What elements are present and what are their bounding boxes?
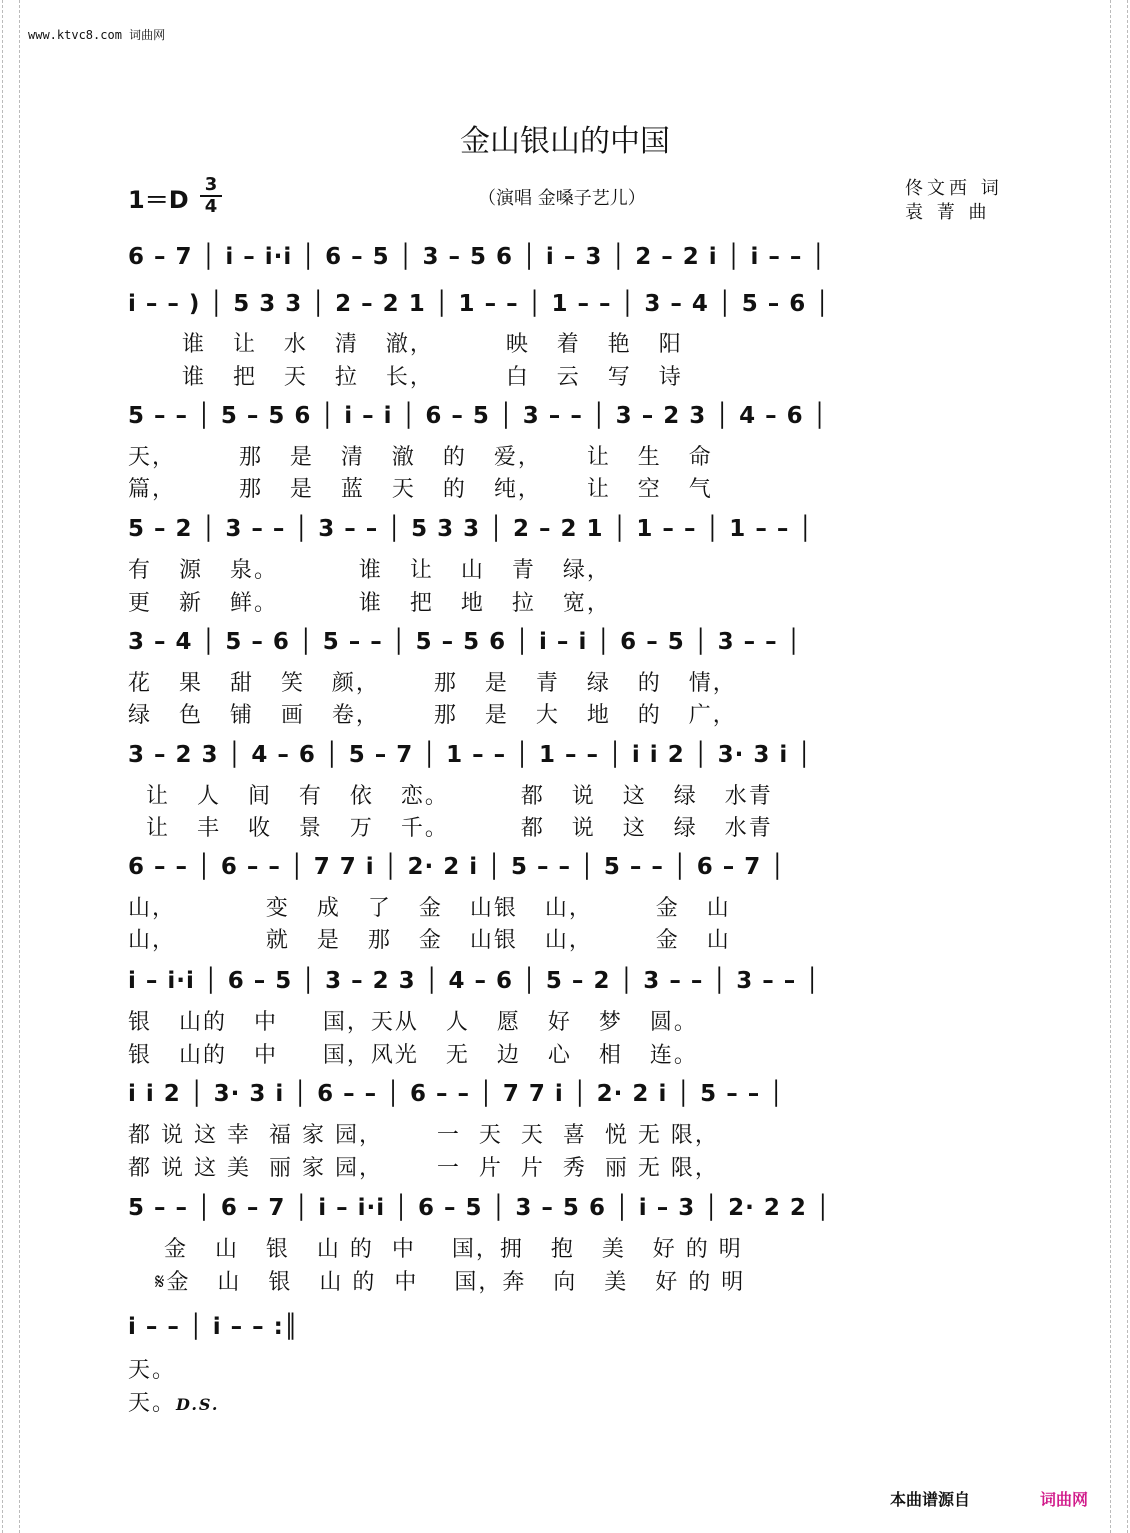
lyric-line-2-verse-1: 谁 让 水 清 澈， 映 着 艳 阳 (128, 332, 683, 357)
lyric-line-5-verse-1: 花 果 甜 笑 颜， 那 是 青 绿 的 情， (128, 671, 737, 696)
score-line-11: i – – │ i – – :║ (128, 1314, 299, 1340)
song-title: 金山银山的中国 (460, 124, 670, 159)
key-signature: 1＝D (128, 186, 189, 214)
score-line-2: i – – ) │ 5 3 3 │ 2 – 2 1 │ 1 – – │ 1 – – │ 3 – 4 │ 5 – 6 │ (128, 291, 831, 317)
score-line-10: 5 – – │ 6 – 7 │ i – i·i │ 6 – 5 │ 3 – 5 6 │ i – 3 │ 2· 2 2 │ (128, 1195, 831, 1221)
lyric-line-6-verse-1: 让 人 间 有 依 恋。 都 说 这 绿 水青 (128, 784, 773, 809)
lyricist-credit: 佟文西 词 (905, 178, 1003, 199)
ds-mark: D.S. (176, 1395, 220, 1414)
performer-credit: （演唱 金嗓子艺儿） (478, 188, 646, 209)
lyric-line-11-verse-2 (128, 1386, 1004, 1417)
lyric-line-7-verse-2: 山， 就 是 那 金 山银 山， 金 山 (128, 928, 731, 953)
lyric-line-7-verse-1: 山， 变 成 了 金 山银 山， 金 山 (128, 896, 731, 921)
lyric-line-11-verse-1: 天。 (128, 1358, 177, 1383)
lyric-line-2-verse-2: 谁 把 天 拉 长， 白 云 写 诗 (128, 365, 683, 390)
lyric-line-4-verse-1: 有 源 泉。 谁 让 山 青 绿， (128, 558, 611, 583)
lyric-line-8-verse-2: 银 山的 中 国，风光 无 边 心 相 连。 (128, 1043, 698, 1068)
site-url[interactable]: www.ktvc8.com 词曲网 (28, 28, 166, 42)
score-line-8: i – i·i │ 6 – 5 │ 3 – 2 3 │ 4 – 6 │ 5 – 2 │ 3 – – │ 3 – – │ (128, 968, 821, 994)
lyric-line-9-verse-1: 都 说 这 幸 福 家 园， 一 天 天 喜 悦 无 限， (128, 1123, 719, 1148)
time-top: 3 (204, 174, 218, 195)
score-line-5: 3 – 4 │ 5 – 6 │ 5 – – │ 5 – 5 6 │ i – i │ 6 – 5 │ 3 – – │ (128, 629, 802, 655)
lyric-last-word: 天。 (128, 1391, 177, 1416)
lyric-line-5-verse-2: 绿 色 铺 画 卷， 那 是 大 地 的 广， (128, 703, 737, 728)
lyric-line-4-verse-2: 更 新 鲜。 谁 把 地 拉 宽， (128, 591, 611, 616)
lyric-line-3-verse-1: 天， 那 是 清 澈 的 爱， 让 生 命 (128, 445, 713, 470)
score-line-3: 5 – – │ 5 – 5 6 │ i – i │ 6 – 5 │ 3 – – │ 3 – 2 3 │ 4 – 6 │ (128, 403, 828, 429)
score-line-6: 3 – 2 3 │ 4 – 6 │ 5 – 7 │ 1 – – │ 1 – – │ i i 2 │ 3· 3 i │ (128, 742, 813, 768)
time-signature (200, 176, 222, 216)
score-line-1: 6 – 7 │ i – i·i │ 6 – 5 │ 3 – 5 6 │ i – 3 │ 2 – 2 i │ i – – │ (128, 244, 827, 270)
footer-logo[interactable]: 词曲网 (1040, 1490, 1089, 1509)
right-margin-strip (1110, 0, 1128, 1533)
left-margin-strip (2, 0, 20, 1533)
lyric-line-6-verse-2: 让 丰 收 景 万 千。 都 说 这 绿 水青 (128, 816, 773, 841)
footer-source-text: 本曲谱源自 (890, 1490, 971, 1509)
score-line-7: 6 – – │ 6 – – │ 7 7 i │ 2· 2 i │ 5 – – │ 5 – – │ 6 – 7 │ (128, 854, 786, 880)
lyric-line-9-verse-2: 都 说 这 美 丽 家 园， 一 片 片 秀 丽 无 限， (128, 1156, 719, 1181)
lyric-line-3-verse-2: 篇， 那 是 蓝 天 的 纯， 让 空 气 (128, 477, 713, 502)
time-bottom: 4 (204, 196, 218, 217)
composer-credit: 袁 菁 曲 (905, 202, 991, 223)
score-line-4: 5 – 2 │ 3 – – │ 3 – – │ 5 3 3 │ 2 – 2 1 │ 1 – – │ 1 – – │ (128, 516, 814, 542)
lyric-line-10-verse-2: 𝄋金 山 银 山 的 中 国，奔 向 美 好 的 明 (128, 1270, 746, 1295)
score-line-9: i i 2 │ 3· 3 i │ 6 – – │ 6 – – │ 7 7 i │ 2· 2 i │ 5 – – │ (128, 1081, 785, 1107)
lyric-line-8-verse-1: 银 山的 中 国，天从 人 愿 好 梦 圆。 (128, 1010, 698, 1035)
lyric-line-10-verse-1: 金 山 银 山 的 中 国，拥 抱 美 好 的 明 (128, 1237, 743, 1262)
